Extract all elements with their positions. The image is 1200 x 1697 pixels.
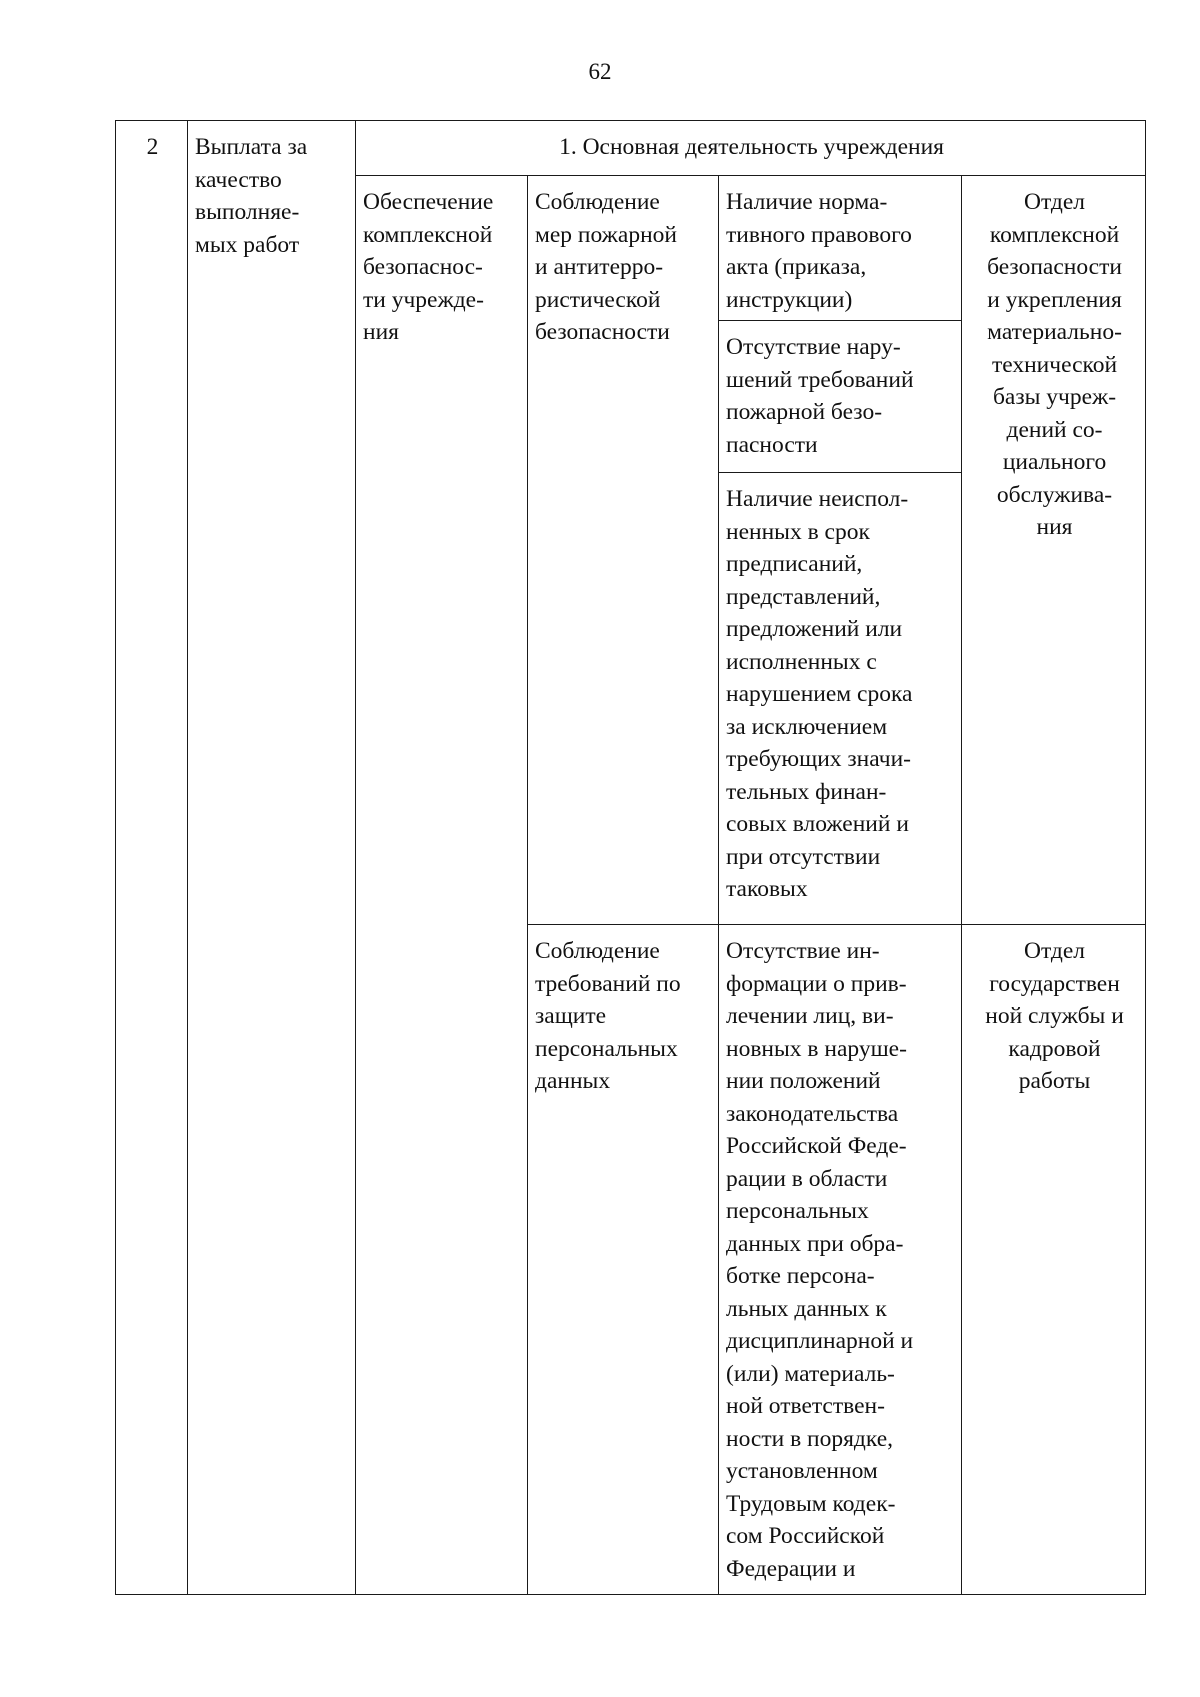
responsible-cell: Отдел государствен ной службы и кадровой работы bbox=[962, 925, 1146, 1595]
subcriterion-cell: Соблюдение мер пожарной и антитерро- ристической безопасности bbox=[528, 176, 719, 925]
section-header-cell: 1. Основная деятельность учреждения bbox=[356, 121, 1146, 176]
indicator-cell: Отсутствие нару- шений требований пожарной безо- пасности bbox=[719, 321, 962, 473]
payment-name-cell: Выплата за качество выполняе- мых работ bbox=[188, 121, 356, 1595]
table-row bbox=[116, 121, 1146, 176]
responsible-cell: Отдел комплексной безопасности и укрепления материально- технической базы учреж- дений со- циального обслужива- ния bbox=[962, 176, 1146, 925]
subcriterion-cell: Соблюдение требований по защите персональных данных bbox=[528, 925, 719, 1595]
indicator-cell: Наличие неиспол- ненных в срок предписаний, представлений, предложений или исполненных с нарушением срока за исключением требующих значи- тельных финан- совых вложений и при отсутствии таковых bbox=[719, 473, 962, 925]
indicator-cell: Отсутствие ин- формации о прив- лечении лиц, ви- новных в наруше- нии положений законодательства Российской Феде- рации в области персональных данных при обра- ботке персона- льных данных к дисциплинарной и (или) материаль- ной ответствен- ности в порядке, установленном Трудовым кодек- сом Российской Федерации и bbox=[719, 925, 962, 1595]
page-number: 62 bbox=[588, 59, 612, 84]
row-number-cell: 2 bbox=[116, 121, 188, 1595]
criteria-table bbox=[115, 120, 1146, 1595]
indicator-cell: Наличие норма- тивного правового акта (приказа, инструкции) bbox=[719, 176, 962, 321]
criterion-cell: Обеспечение комплексной безопаснос- ти учрежде- ния bbox=[356, 176, 528, 1595]
